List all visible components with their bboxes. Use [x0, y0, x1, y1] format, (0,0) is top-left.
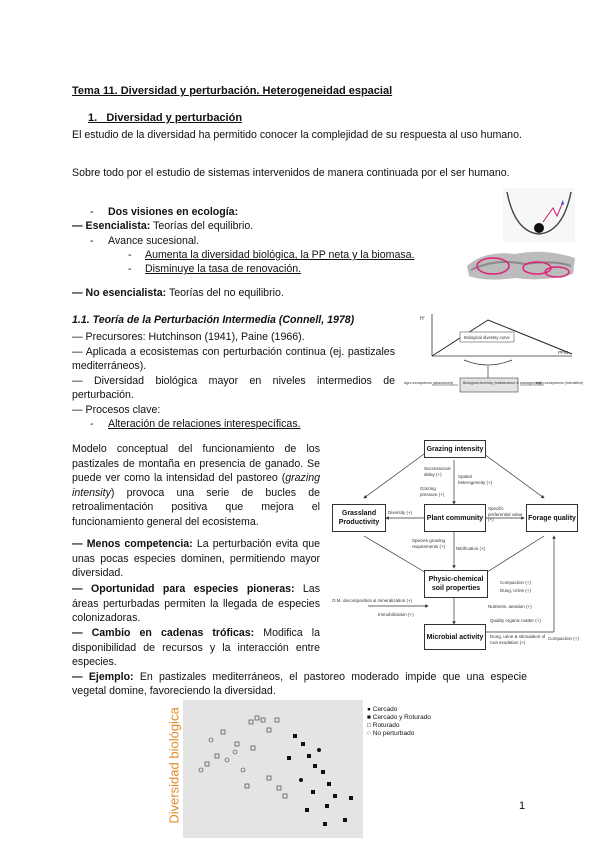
paragraph-estudio: El estudio de la diversidad ha permitido conocer la complejidad de su respuesta al uso humano.	[72, 129, 522, 141]
diagram-label: Dung, urine & stimulation of root exudation (+)	[490, 634, 546, 645]
bullet-dash: -	[90, 235, 94, 247]
conceptual-model-diagram	[328, 436, 580, 650]
center-note: Biological diversity (maintenance & management)	[463, 381, 542, 385]
curve-box-label: Biological diversity curve	[464, 335, 510, 340]
legend-label: No perturbado	[372, 730, 415, 737]
node-plant-community: Plant community	[424, 504, 486, 532]
section-heading-connell: 1.1. Teoría de la Perturbación Intermedia (Connell, 1978)	[72, 314, 355, 326]
modelo-part-b: grazing intensity	[72, 472, 320, 499]
page-number: 1	[519, 800, 526, 812]
bullet-especies-pioneras	[72, 582, 320, 626]
scatter-point	[349, 796, 353, 800]
scatter-point	[305, 808, 309, 812]
bullet-label: — Menos competencia:	[72, 538, 193, 550]
diagram-label: Nutrients, aeration (+)	[488, 604, 532, 609]
diagram-label: Specific preferential value (+)	[488, 506, 523, 522]
legend-symbol: □	[367, 722, 371, 729]
stability-valley-figure	[503, 188, 575, 242]
bullet-dash: -	[128, 249, 132, 261]
bullet-text: Las áreas perturbadas permiten la llegada de especies colonizadoras.	[72, 583, 320, 625]
bullet-text: La perturbación evita que unas pocas especies dominen, permitiendo mayor diversidad.	[72, 538, 320, 580]
scatter-point	[313, 764, 317, 768]
procesos-clave: — Procesos clave:	[72, 404, 161, 416]
node-microbial-activity: Microbial activity	[424, 624, 486, 650]
legend-label: Cercado	[372, 706, 398, 713]
legend-symbol: ■	[367, 714, 371, 721]
bullet-label: — Ejemplo:	[72, 671, 134, 683]
scatter-legend	[367, 706, 431, 738]
bullet-text: Modifica la disponibilidad de recursos y la interacción entre especies.	[72, 627, 320, 669]
legend-label: Cercado y Roturado	[372, 714, 431, 721]
paragraph-modelo	[72, 442, 320, 530]
avance-sucesional: Avance sucesional.	[108, 235, 200, 247]
no-esencialista-label: — No esencialista:	[72, 287, 167, 299]
esencialista-text: Teorías del equilibrio.	[150, 220, 254, 232]
scatter-ylabel-wrap	[163, 700, 185, 838]
diagram-label: Nitrification (+)	[456, 546, 486, 551]
bullet-dash: -	[90, 418, 94, 430]
diagram-label: Compaction (+)	[500, 580, 531, 585]
precursores: — Precursores: Hutchinson (1941), Paine (1966).	[72, 331, 305, 343]
paragraph-sistemas: Sobre todo por el estudio de sistemas intervenidos de manera continuada por el ser humano.	[72, 167, 510, 179]
scatter-point	[343, 818, 347, 822]
legend-item-roturado	[367, 722, 431, 730]
scatter-figure	[163, 700, 463, 840]
aplicada: — Aplicada a ecosistemas con perturbación continua (ej. pastizales mediterráneos).	[72, 346, 395, 372]
bullet-text: En pastizales mediterráneos, el pastoreo moderado impide que una especie vegetal domine, favoreciendo la diversidad.	[72, 671, 527, 697]
scatter-point	[287, 756, 291, 760]
scatter-point	[327, 782, 331, 786]
modelo-part-c: ) provoca una serie de bucles de retroalimentación positiva que mejora el funcionamiento general del ecosistema.	[72, 486, 320, 528]
legend-item-no-perturbado	[367, 730, 431, 738]
diagram-label: Species growing requirements (+)	[412, 538, 446, 549]
legend-item-cercado-roturado	[367, 714, 431, 722]
bullet-label: — Cambio en cadenas tróficas:	[72, 627, 255, 639]
diagram-label: Successional delay (+)	[424, 466, 451, 477]
scatter-point	[317, 748, 321, 752]
scatter-ylabel: Diversidad biológica	[166, 707, 182, 824]
diversidad-mayor: — Diversidad biológica mayor en niveles intermedios de perturbación.	[72, 375, 395, 401]
diagram-label: Grazing pressure (+)	[420, 486, 445, 497]
node-grazing-intensity: Grazing intensity	[424, 440, 486, 458]
bullet-label: — Oportunidad para especies pioneras:	[72, 583, 295, 595]
diagram-label: Quality organic matter (+)	[490, 618, 541, 623]
aumenta-diversidad: Aumenta la diversidad biológica, la PP neta y la biomasa.	[145, 249, 415, 261]
esencialista-line	[72, 219, 253, 233]
scatter-point	[325, 804, 329, 808]
bullet-cadenas-troficas	[72, 626, 320, 670]
legend-item-cercado	[367, 706, 431, 714]
diagram-label: Dung, Urine (+)	[500, 588, 531, 593]
diagram-label: Diversity (+)	[388, 510, 413, 515]
legend-symbol: ●	[367, 706, 371, 713]
disminuye-renovacion: Disminuye la tasa de renovación.	[145, 263, 302, 275]
scatter-point	[301, 742, 305, 746]
diagram-label: O.M. decomposition & mineralization (+)	[332, 598, 413, 603]
intermediate-disturbance-figure	[402, 304, 584, 408]
scatter-point	[307, 754, 311, 758]
section-heading-diversidad: 1. Diversidad y perturbación	[88, 112, 243, 124]
no-esencialista-line	[72, 286, 284, 300]
diagram-label: Immobilization (+)	[378, 612, 414, 617]
bullet-dash: -	[90, 206, 94, 218]
legend-label: Roturado	[372, 722, 400, 729]
right-note: Agro-ecosystems (intensified)	[536, 381, 584, 385]
node-forage-quality: Forage quality	[526, 504, 578, 532]
scatter-point	[293, 734, 297, 738]
bullet-ejemplo	[72, 670, 527, 698]
modelo-part-a: Modelo conceptual del funcionamiento de los pastizales de montaña en presencia de ganado. Se puede ver como la intensidad del pastoreo (	[72, 443, 320, 485]
node-grassland-productivity: Grassland Productivity	[332, 504, 386, 532]
diagram-label: Compaction (+)	[548, 636, 579, 641]
scatter-point	[311, 790, 315, 794]
legend-symbol: ○	[367, 730, 371, 737]
diagram-label: Spatial heterogeneity (+)	[458, 474, 493, 485]
no-esencialista-text: Teorías del no equilibrio.	[166, 287, 284, 299]
disturbance-xlabel: PP/B	[558, 350, 569, 355]
page-title: Tema 11. Diversidad y perturbación. Heterogeneidad espacial	[72, 85, 393, 97]
bullet-dash: -	[128, 263, 132, 275]
scatter-point	[321, 770, 325, 774]
bullet-menos-competencia	[72, 537, 320, 581]
landscape-figure	[465, 244, 577, 284]
esencialista-label: — Esencialista:	[72, 220, 151, 232]
disturbance-ylabel: H'	[420, 316, 425, 322]
alteracion-relaciones: Alteración de relaciones interespecíficas.	[108, 418, 301, 430]
visiones-heading: Dos visiones en ecología:	[108, 206, 239, 218]
scatter-point	[323, 822, 327, 826]
node-soil-properties: Physic-chemical soil properties	[424, 570, 488, 598]
left-note: Agro-ecosystems (abandoned)	[404, 381, 454, 385]
scatter-point	[333, 794, 337, 798]
scatter-point	[299, 778, 303, 782]
